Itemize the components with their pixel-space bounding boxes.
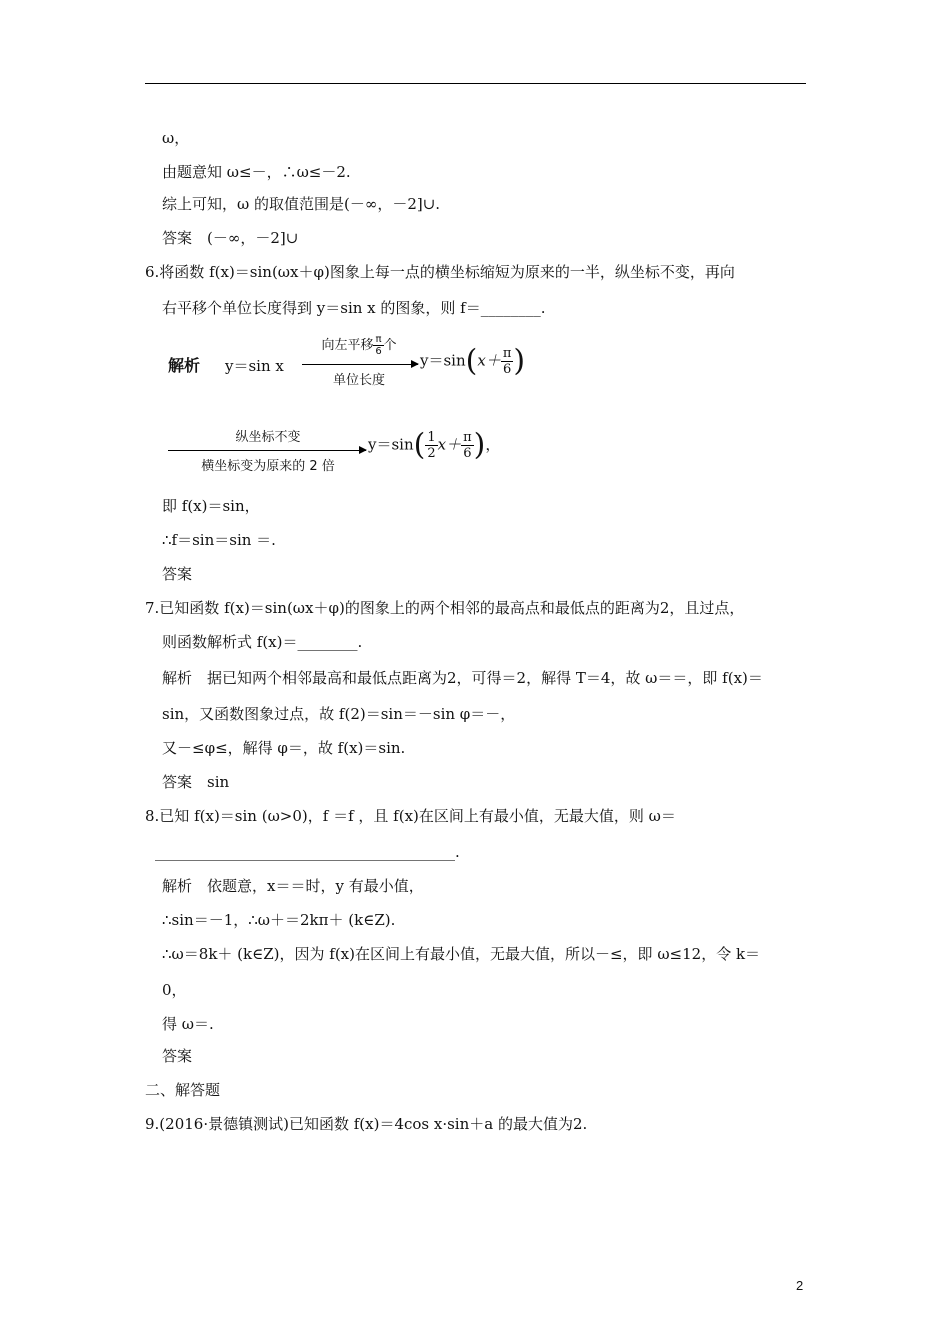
text-line: 由题意知 ω≤－，∴ω≤－2. bbox=[162, 163, 351, 181]
answer-line: 答案 bbox=[162, 565, 193, 583]
page-number: 2 bbox=[796, 1278, 804, 1293]
text-line: ω， bbox=[162, 129, 190, 147]
text-line: 解析 依题意，x＝＝时，y 有最小值， bbox=[162, 877, 424, 895]
text-line: 得 ω＝. bbox=[162, 1015, 214, 1033]
text-line: ∴sin＝－1，∴ω＋＝2kπ＋ (k∈Z). bbox=[162, 911, 396, 929]
text-line: 又－≤φ≤，解得 φ＝，故 f(x)＝sin. bbox=[162, 739, 406, 757]
result2: y＝sin( $\frac{1}{2}$ x＋ $\frac{\pi}{6}$ )， bbox=[368, 427, 501, 463]
start-function: y＝sin x bbox=[225, 357, 284, 375]
section-heading: 二、解答题 bbox=[145, 1081, 221, 1099]
text-line: 则函数解析式 f(x)＝________. bbox=[162, 633, 363, 651]
answer-line: 答案 sin bbox=[162, 773, 230, 791]
header-rule bbox=[145, 83, 806, 84]
arrow2-bottom: 横坐标变为原来的 2 倍 bbox=[201, 459, 335, 474]
answer-line: 答案 bbox=[162, 1047, 193, 1065]
question-9: 9.(2016·景德镇测试)已知函数 f(x)＝4cos x·sin＋a 的最大值为2. bbox=[145, 1115, 588, 1133]
result1: y＝sin(x＋ $\frac{\pi}{6}$ ) bbox=[420, 343, 526, 379]
question-6: 6.将函数 f(x)＝sin(ωx＋φ)图象上每一点的横坐标缩短为原来的一半，纵坐标不变，再向 bbox=[145, 263, 735, 281]
text-line: 右平移个单位长度得到 y＝sin x 的图象，则 f＝________. bbox=[162, 299, 546, 317]
arrow1-top: 向左平移 $\frac{\pi}{6}$ 个 bbox=[321, 334, 397, 357]
arrow2-top: 纵坐标不变 bbox=[235, 430, 301, 445]
text-line: 综上可知，ω 的取值范围是(－∞，－2]∪. bbox=[162, 195, 441, 213]
text-line: ∴f＝sin＝sin ＝. bbox=[162, 531, 276, 549]
arrow1 bbox=[302, 364, 418, 365]
text-line: 0， bbox=[162, 981, 187, 999]
arrow2 bbox=[168, 450, 366, 451]
text-line: 解析 据已知两个相邻最高和最低点距离为2，可得＝2，解得 T＝4，故 ω＝＝，即 f(x)＝ bbox=[162, 669, 763, 687]
text-line: ∴ω＝8k＋ (k∈Z)，因为 f(x)在区间上有最小值，无最大值，所以－≤，即 ω≤12，令 k＝ bbox=[162, 945, 761, 963]
text-line: sin，又函数图象过点，故 f(2)＝sin＝－sin φ＝－， bbox=[162, 705, 516, 723]
answer-line: 答案 (－∞，－2]∪ bbox=[162, 229, 299, 247]
arrow1-bottom: 单位长度 bbox=[332, 373, 385, 388]
analysis-label: 解析 bbox=[168, 356, 201, 375]
text-line: 即 f(x)＝sin， bbox=[162, 497, 260, 515]
question-8: 8.已知 f(x)＝sin (ω>0)，f ＝f ，且 f(x)在区间上有最小值，无最大值，则 ω＝ bbox=[145, 807, 676, 825]
question-7: 7.已知函数 f(x)＝sin(ωx＋φ)的图象上的两个相邻的最高点和最低点的距离为2，且过点， bbox=[145, 599, 745, 617]
answer-blank: ________________________________________. bbox=[155, 843, 460, 861]
